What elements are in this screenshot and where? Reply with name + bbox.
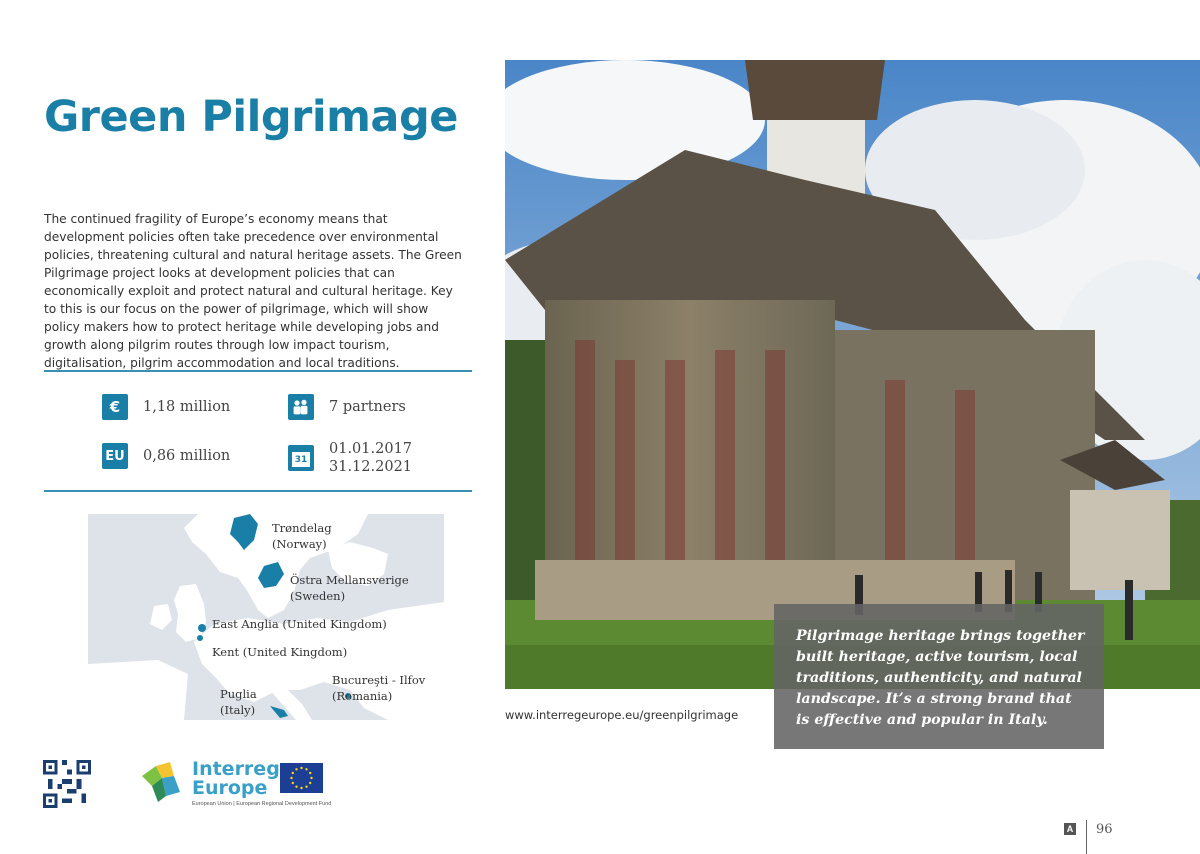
euro-icon: € (102, 394, 128, 420)
interreg-europe-logo (140, 758, 340, 814)
logo-wordmark: Interreg Europe (192, 758, 280, 799)
map-label-puglia: Puglia (Italy) (220, 687, 257, 717)
page-footer (1064, 812, 1113, 846)
page-title: Green Pilgrimage (44, 92, 458, 142)
region-puglia-shape (270, 706, 288, 718)
map-label-ostra-mellansverige: Östra Mellansverige (Sweden) (290, 573, 409, 603)
total-budget-value: 1,18 million (143, 399, 231, 415)
qr-code[interactable] (42, 760, 92, 808)
project-url[interactable]: www.interregeurope.eu/greenpilgrimage (505, 708, 739, 722)
region-east-anglia-shape (198, 624, 206, 632)
stat-eu-funding (102, 443, 230, 469)
photo-caption: Pilgrimage heritage brings together built heritage, active tourism, local traditions, authenticity, and natural landscape. It’s a strong brand that is effective and popular in Italy. (774, 604, 1104, 749)
logo-subtitle: European Union | European Regional Development Fund (192, 801, 332, 807)
divider-bottom (44, 490, 472, 492)
people-icon (288, 394, 314, 420)
eu-funding-value: 0,86 million (143, 448, 231, 464)
region-kent-shape (197, 635, 203, 641)
partner-map (88, 514, 444, 720)
intro-paragraph: The continued fragility of Europe’s economy means that development policies often take precedence over environmental policies, threatening cultural and natural heritage assets. The Green Pilgrimage project looks at development policies that can economically exploit and protect natural and cultural heritage. Key to this is our focus on the power of pilgrimage, which will show policy makers how to protect heritage while developing jobs and growth along pilgrim routes through low impact tourism, digitalisation, pilgrim accommodation and local traditions. (44, 212, 462, 370)
divider-top (44, 370, 472, 372)
eu-icon: EU (102, 443, 128, 469)
page-number: 96 (1096, 821, 1113, 837)
end-date: 31.12.2021 (329, 459, 413, 475)
stat-total-budget (102, 394, 230, 420)
publisher-mark-icon: A (1064, 823, 1076, 835)
partners-value: 7 partners (329, 399, 406, 415)
map-label-east-anglia: East Anglia (United Kingdom) (212, 617, 387, 631)
monastery-photo (505, 60, 1200, 689)
map-label-trondelag: Trøndelag (Norway) (272, 521, 332, 551)
stat-duration (288, 440, 412, 476)
duration-dates (329, 440, 412, 476)
eu-flag-icon (280, 763, 323, 793)
interreg-logo-icon (140, 760, 190, 804)
map-label-bucuresti: Bucureşti - Ilfov (Romania) (332, 673, 426, 703)
calendar-icon: 31 (288, 445, 314, 471)
stat-partners (288, 394, 406, 420)
map-label-kent: Kent (United Kingdom) (212, 645, 348, 659)
start-date: 01.01.2017 (329, 441, 413, 457)
